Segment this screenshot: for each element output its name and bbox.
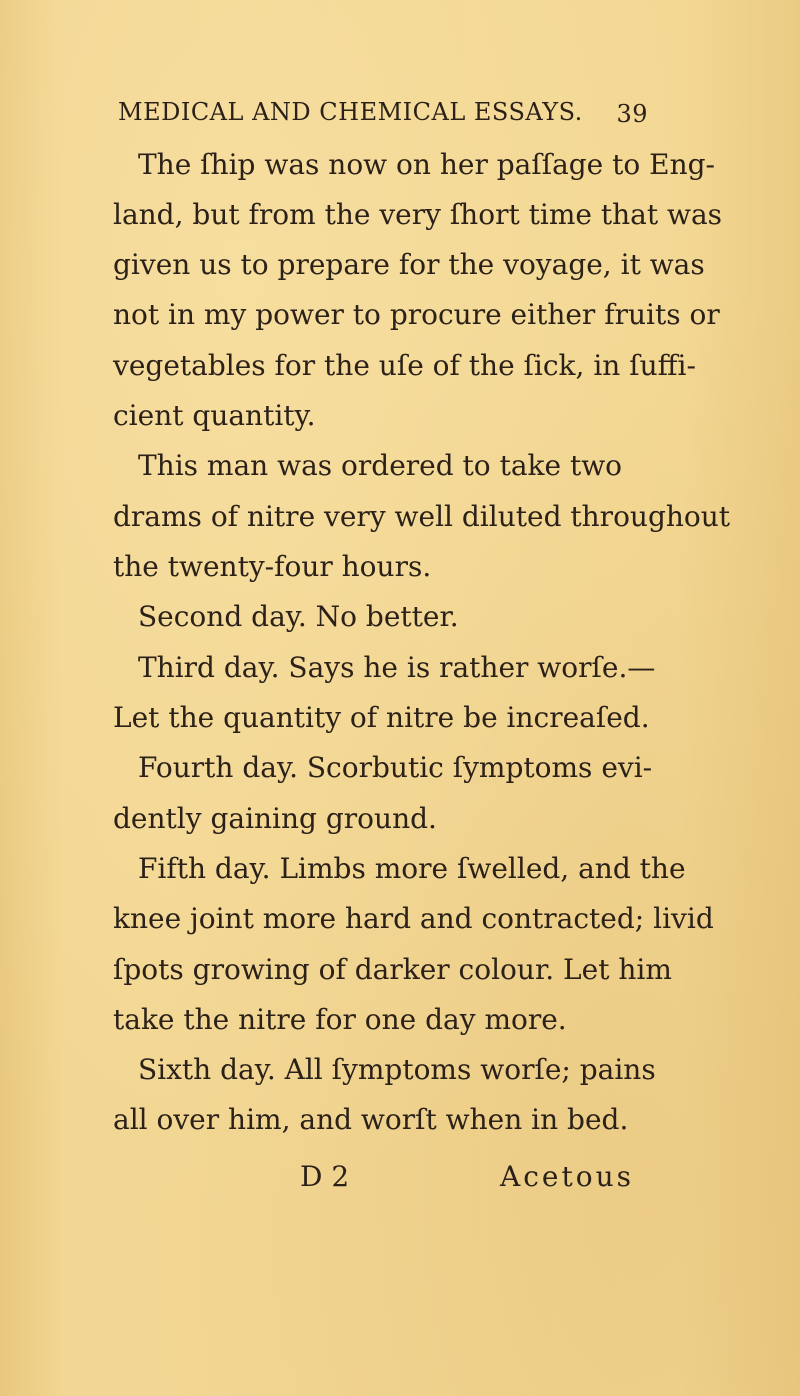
catchword: Acetous xyxy=(500,1160,634,1193)
text-line-7: This man was ordered to take two xyxy=(138,449,623,482)
text-line-9: the twenty-four hours. xyxy=(113,550,432,583)
text-line-11: Third day. Says he is rather worſe.— xyxy=(138,651,656,684)
running-title: MEDICAL AND CHEMICAL ESSAYS. xyxy=(118,98,583,126)
text-line-4: not in my power to procure either fruits or xyxy=(113,298,720,331)
signature-mark: D 2 xyxy=(300,1160,350,1193)
page-header xyxy=(118,98,648,138)
page-number: 39 xyxy=(616,100,648,128)
text-line-10: Second day. No better. xyxy=(138,600,459,633)
text-line-6: cient quantity. xyxy=(113,399,316,432)
page-footer xyxy=(0,1160,800,1210)
text-line-19: Sixth day. All ſymptoms worſe; pains xyxy=(138,1053,656,1086)
text-line-18: take the nitre for one day more. xyxy=(113,1003,567,1036)
text-line-16: knee joint more hard and contracted; livid xyxy=(113,902,714,935)
text-line-3: given us to prepare for the voyage, it was xyxy=(113,248,705,281)
text-line-14: dently gaining ground. xyxy=(113,802,437,835)
text-line-15: Fifth day. Limbs more ſwelled, and the xyxy=(138,852,686,885)
text-line-8: drams of nitre very well diluted throughout xyxy=(113,500,731,533)
text-line-17: ſpots growing of darker colour. Let him xyxy=(113,953,672,986)
text-line-1: The ſhip was now on her paſſage to Eng- xyxy=(138,148,716,181)
text-line-20: all over him, and worſt when in bed. xyxy=(113,1103,629,1136)
text-line-5: vegetables for the uſe of the ſick, in ſuffi- xyxy=(113,349,696,382)
text-line-13: Fourth day. Scorbutic ſymptoms evi- xyxy=(138,751,653,784)
text-line-2: land, but from the very ſhort time that was xyxy=(113,198,722,231)
text-line-12: Let the quantity of nitre be increaſed. xyxy=(113,701,650,734)
